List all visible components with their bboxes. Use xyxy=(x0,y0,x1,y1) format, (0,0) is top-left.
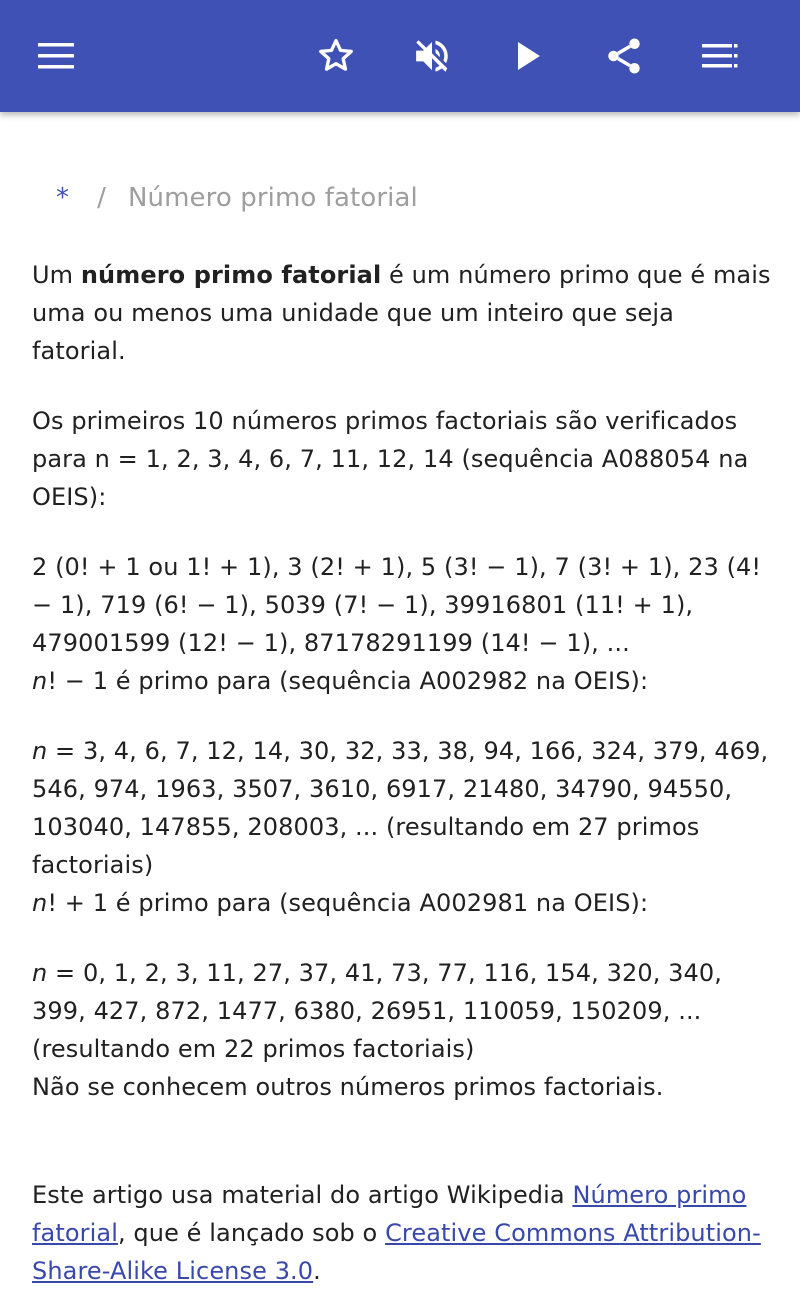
article-paragraph-plus-one-values xyxy=(32,954,772,1068)
variable-n: n xyxy=(32,667,48,695)
footer-text-start: Este artigo usa material do artigo Wikipedia xyxy=(32,1181,573,1209)
breadcrumb-current: Número primo fatorial xyxy=(127,183,418,213)
footer-text-end: . xyxy=(313,1257,321,1285)
plus-one-values-text: = 0, 1, 2, 3, 11, 27, 37, 41, 73, 77, 116, 154, 320, 340, 399, 427, 872, 1477, 6380, 26951, 110059, 150209, ... (resultando em 22 primos factoriais) xyxy=(32,959,723,1063)
volume-off-icon[interactable] xyxy=(402,26,462,86)
article-paragraph-first-ten: Os primeiros 10 números primos factoriais são verificados para n = 1, 2, 3, 4, 6, 7, 11, 12, 14 (sequência A088054 na OEIS): xyxy=(32,407,749,511)
article-paragraph-intro xyxy=(32,256,772,370)
breadcrumb xyxy=(32,150,772,246)
wikipedia-article-link[interactable]: Número primo fatorial xyxy=(32,1181,747,1247)
article-content xyxy=(32,150,772,1290)
variable-n: n xyxy=(32,959,48,987)
variable-n: n xyxy=(32,737,48,765)
star-icon[interactable] xyxy=(306,26,366,86)
article-paragraph-plus-one xyxy=(32,884,772,922)
breadcrumb-root-link[interactable]: * xyxy=(56,183,70,213)
license-footer xyxy=(32,1176,772,1290)
variable-n: n xyxy=(32,889,48,917)
list-icon[interactable] xyxy=(690,26,750,86)
article-paragraph-conclusion: Não se conhecem outros números primos factoriais. xyxy=(32,1073,664,1101)
plus-one-text: ! + 1 é primo para (sequência A002981 na OEIS): xyxy=(47,889,649,917)
share-icon[interactable] xyxy=(594,26,654,86)
menu-icon[interactable] xyxy=(26,26,86,86)
breadcrumb-separator: / xyxy=(97,183,106,213)
article-paragraph-minus-one-values xyxy=(32,732,772,884)
app-bar xyxy=(0,0,800,112)
minus-one-values-text: = 3, 4, 6, 7, 12, 14, 30, 32, 33, 38, 94, 166, 324, 379, 469, 546, 974, 1963, 3507, 3610, 6917, 21480, 34790, 94550, 103040, 147855, 208003, ... (resultando em 27 primos factoriais) xyxy=(32,737,769,879)
article-paragraph-list: 2 (0! + 1 ou 1! + 1), 3 (2! + 1), 5 (3! − 1), 7 (3! + 1), 23 (4! − 1), 719 (6! − 1), 5039 (7! − 1), 39916801 (11! + 1), 479001599 (12! − 1), 87178291199 (14! − 1), ... xyxy=(32,553,762,657)
article-paragraph-minus-one xyxy=(32,662,772,700)
footer-text-middle: , que é lançado sob o xyxy=(117,1219,386,1247)
play-icon[interactable] xyxy=(498,26,558,86)
license-link[interactable]: Creative Commons Attribution-Share-Alike License 3.0 xyxy=(32,1219,761,1285)
intro-bold-term: número primo fatorial xyxy=(80,261,382,289)
minus-one-text: ! − 1 é primo para (sequência A002982 na OEIS): xyxy=(47,667,649,695)
intro-text-start: Um xyxy=(32,261,81,289)
intro-text-end: é um número primo que é mais uma ou menos uma unidade que um inteiro que seja fatorial. xyxy=(32,261,771,365)
